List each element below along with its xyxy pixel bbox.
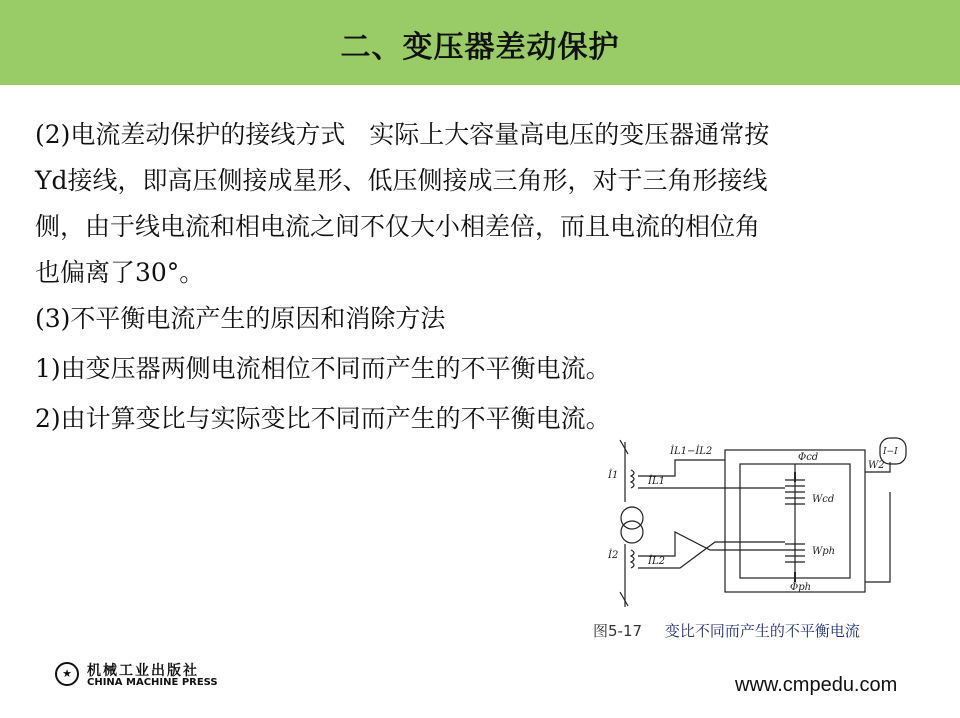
- publisher-name-en: CHINA MACHINE PRESS: [87, 677, 218, 688]
- label-il-diff: İL1−İL2: [670, 446, 713, 457]
- body-line-5: (3)不平衡电流产生的原因和消除方法: [35, 304, 446, 333]
- slide-body: [35, 112, 915, 442]
- ct-top: [631, 470, 634, 488]
- label-relay: I−I: [883, 447, 898, 457]
- label-i2: İ2: [608, 550, 619, 561]
- differential-protection-diagram: [590, 432, 920, 612]
- label-phi-cd: Φcd: [798, 452, 819, 463]
- publisher-name-cn: 机械工业出版社: [87, 663, 199, 679]
- title-bar: [0, 0, 960, 85]
- label-il1: İL1: [648, 476, 665, 487]
- label-w-ph: Wph: [812, 546, 836, 557]
- wire-relay-return: [865, 492, 890, 582]
- body-line-1: (2)电流差动保护的接线方式 实际上大容量高电压的变压器通常按: [35, 120, 770, 149]
- transformer-winding-1: [621, 507, 643, 529]
- website-link[interactable]: www.cmpedu.com: [735, 674, 898, 696]
- label-w2: W2: [868, 460, 885, 471]
- label-i1: İ1: [608, 470, 619, 481]
- breaker-top: [620, 440, 628, 454]
- label-il2: İL2: [648, 556, 665, 567]
- breaker-bottom: [620, 592, 628, 606]
- body-line-7: 2)由计算变比与实际变比不同而产生的不平衡电流。: [35, 404, 611, 433]
- publisher-emblem-icon: ★: [55, 662, 79, 686]
- figure-number: 图5-17: [593, 622, 643, 640]
- body-line-3: 侧，由于线电流和相电流之间不仅大小相差倍，而且电流的相位角: [35, 212, 761, 241]
- figure-caption: [593, 620, 860, 641]
- label-w-cd: Wcd: [812, 494, 835, 505]
- figure-caption-text: 变比不同而产生的不平衡电流: [664, 622, 860, 640]
- body-line-4: 也偏离了30°。: [35, 258, 205, 287]
- wire-top: [638, 460, 725, 476]
- ct-bottom: [631, 550, 634, 568]
- label-phi-ph: Φph: [790, 582, 812, 593]
- body-line-2: Yd接线，即高压侧接成星形、低压侧接成三角形，对于三角形接线: [35, 166, 768, 195]
- transformer-winding-2: [621, 521, 643, 543]
- body-line-6: 1)由变压器两侧电流相位不同而产生的不平衡电流。: [35, 354, 611, 383]
- slide-title: 二、变压器差动保护: [340, 30, 620, 65]
